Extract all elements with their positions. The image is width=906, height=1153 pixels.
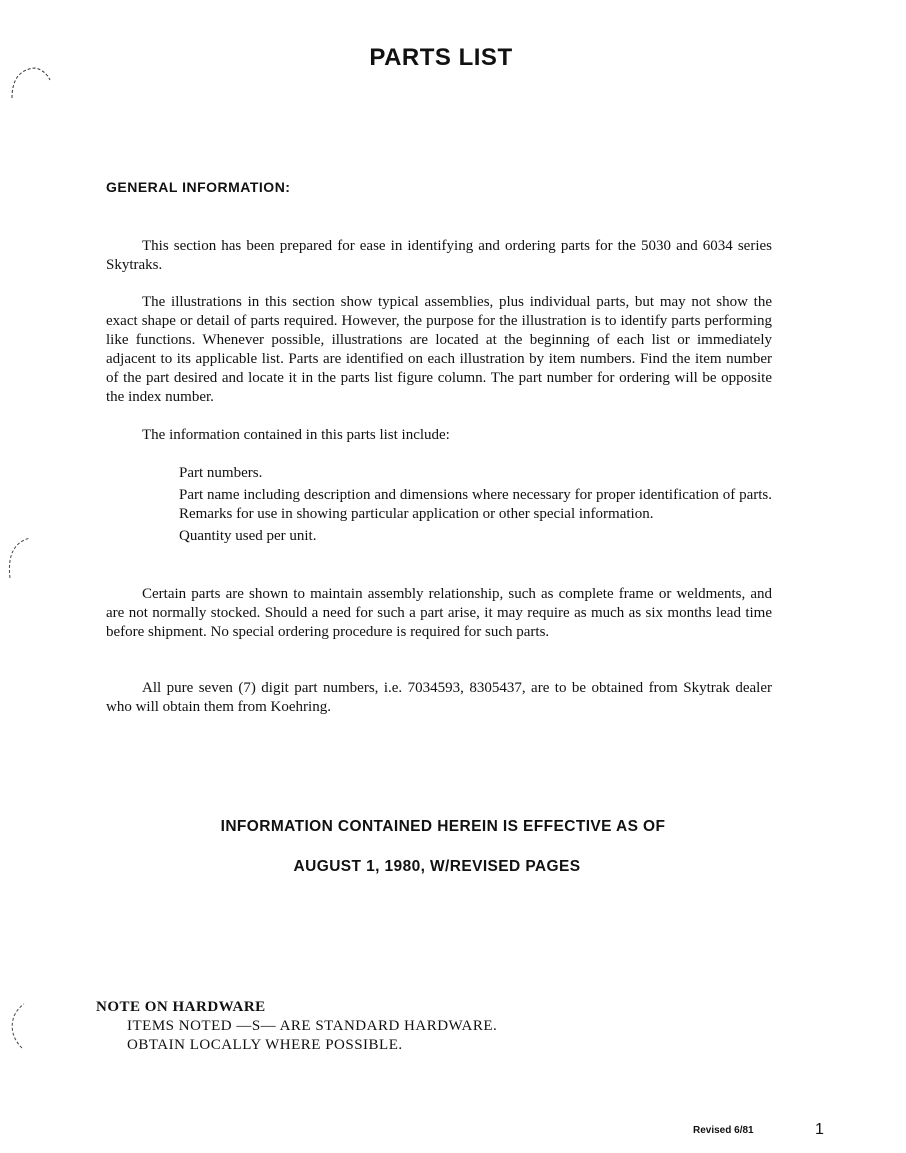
paragraph-info-lead: The information contained in this parts list include: (142, 427, 450, 443)
punch-hole-mark-icon (0, 998, 60, 1058)
section-heading: GENERAL INFORMATION: (106, 179, 291, 195)
paragraph-assembly: Certain parts are shown to maintain assembly relationship, such as complete frame or weldments, and are not normally stocked. Should a need for such a part arise, it may require as much as six months lead time before shipment. No special ordering procedure is required for such parts. (106, 586, 772, 640)
list-item: Part numbers. (179, 465, 263, 481)
page-title: PARTS LIST (369, 44, 513, 71)
effective-notice-line2: AUGUST 1, 1980, W/REVISED PAGES (293, 858, 581, 875)
revision-date: Revised 6/81 (693, 1125, 754, 1136)
punch-hole-mark-icon (0, 528, 60, 588)
hardware-note-heading: NOTE ON HARDWARE (96, 999, 266, 1015)
hardware-note (96, 998, 497, 1055)
list-item: Quantity used per unit. (179, 528, 317, 544)
paragraph-part-numbers: All pure seven (7) digit part numbers, i.e. 7034593, 8305437, are to be obtained from Skytrak dealer who will obtain them from Koehring. (106, 680, 772, 715)
hardware-note-line: ITEMS NOTED —S— ARE STANDARD HARDWARE. (127, 1018, 498, 1034)
info-list (179, 464, 772, 549)
hardware-note-line: OBTAIN LOCALLY WHERE POSSIBLE. (127, 1037, 403, 1053)
paragraph-illustrations: The illustrations in this section show typical assemblies, plus individual parts, but may not show the exact shape or detail of parts required. However, the purpose for the illustration is to identify parts performing like functions. Whenever possible, illustrations are located at the beginning of each list or immediately adjacent to its applicable list. Parts are identified on each illustration by item numbers. Find the item number of the part desired and locate it in the parts list figure column. The part number for ordering will be opposite the index number. (106, 294, 772, 405)
page-number: 1 (815, 1121, 824, 1138)
paragraph-intro: This section has been prepared for ease in identifying and ordering parts for the 5030 and 6034 series Skytraks. (106, 238, 772, 273)
list-item: Part name including description and dimensions where necessary for proper identification of parts. Remarks for use in showing particular application or other special information. (179, 487, 772, 522)
effective-notice-line1: INFORMATION CONTAINED HEREIN IS EFFECTIVE AS OF (220, 818, 666, 835)
